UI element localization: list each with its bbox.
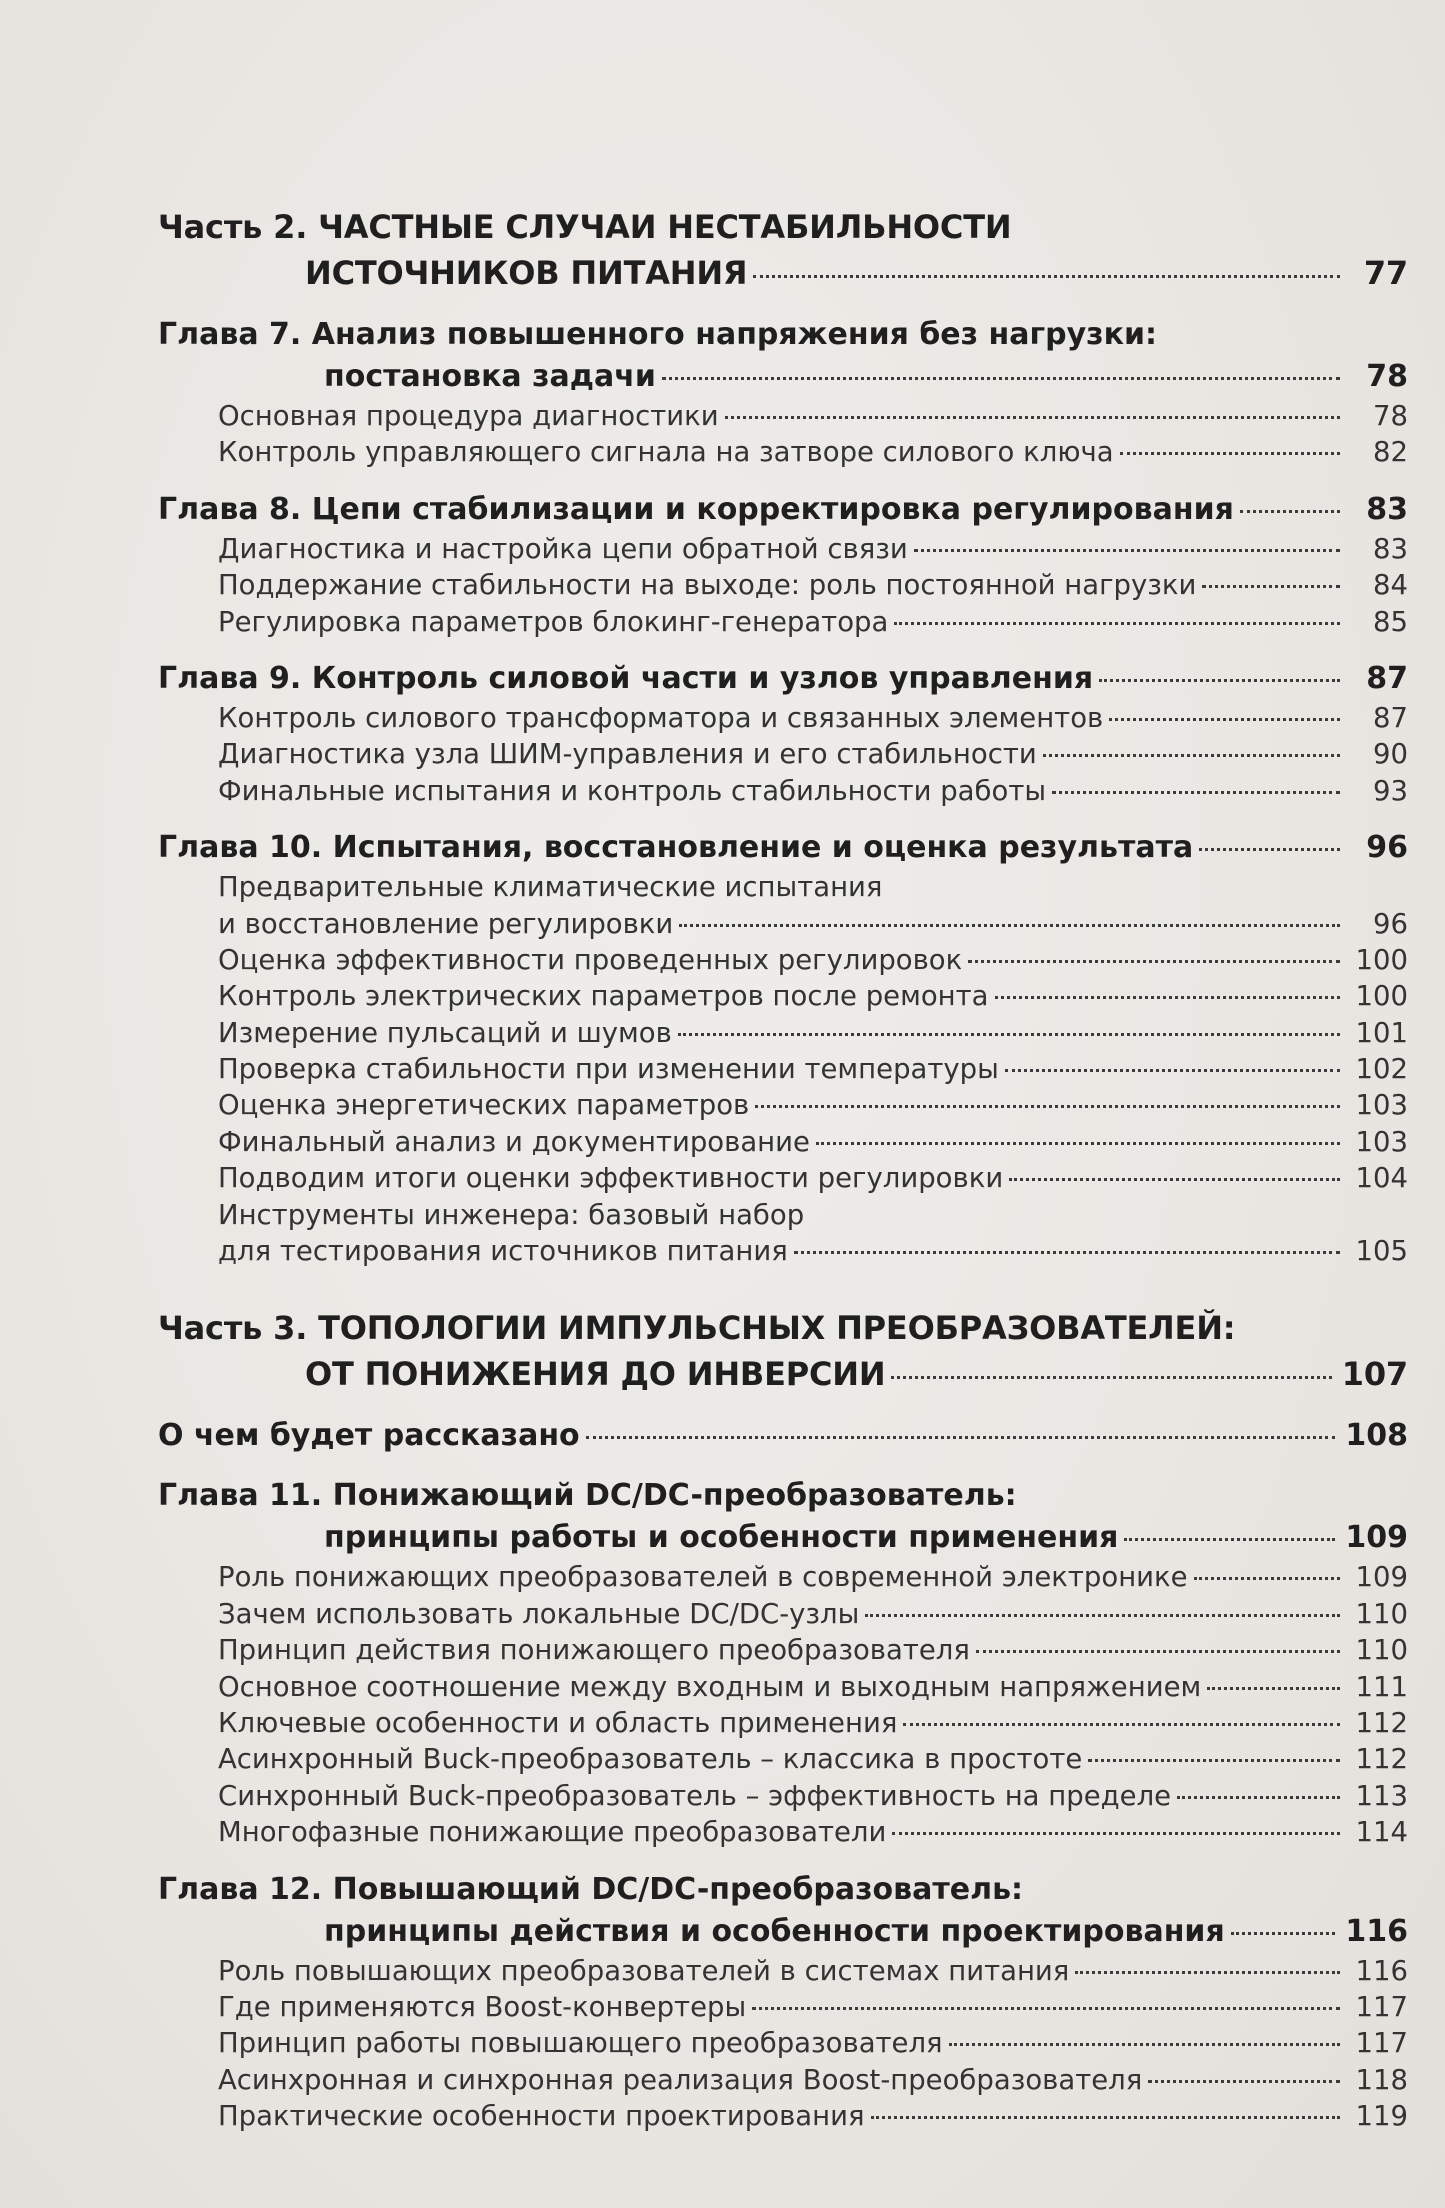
dot-leader	[949, 2043, 1340, 2046]
page-number: 100	[1355, 943, 1408, 976]
chapter-7-title-line2: постановка задачи	[324, 359, 656, 394]
page-number: 101	[1355, 1016, 1408, 1049]
page-number: 111	[1355, 1670, 1408, 1703]
entry-title: Оценка эффективности проведенных регулировок	[218, 943, 963, 976]
entry-title: Предварительные климатические испытания	[218, 871, 883, 904]
entry-title: Финальный анализ и документирование	[218, 1125, 810, 1158]
entry-title: Проверка стабильности при изменении температуры	[218, 1053, 999, 1086]
entry-title: Измерение пульсаций и шумов	[218, 1016, 672, 1049]
page-number: 77	[1363, 254, 1408, 292]
toc-entry	[218, 1051, 1408, 1087]
dot-leader	[995, 996, 1341, 999]
entry-title-line2: для тестирования источников питания	[218, 1235, 788, 1268]
chapter-9-title: Глава 9. Контроль силовой части и узлов управления	[158, 660, 1094, 696]
page-number: 107	[1341, 1355, 1408, 1394]
toc-entry	[218, 1741, 1408, 1777]
dot-leader	[1231, 1932, 1336, 1935]
entry-title: Асинхронный Buck-преобразователь – классика в простоте	[218, 1743, 1083, 1776]
entry-title: Основная процедура диагностики	[218, 400, 719, 432]
dot-leader	[1009, 1178, 1340, 1181]
part-2-title-line1: Часть 2. ЧАСТНЫЕ СЛУЧАИ НЕСТАБИЛЬНОСТИ	[158, 208, 1012, 246]
page-number: 78	[1373, 400, 1408, 432]
part-2-heading	[158, 204, 1408, 296]
chapter-10-heading	[158, 827, 1408, 869]
entry-title: Диагностика и настройка цепи обратной связи	[218, 532, 908, 565]
page-number: 84	[1373, 569, 1408, 602]
toc-entry	[218, 1160, 1408, 1196]
toc-entry	[218, 1015, 1408, 1051]
dot-leader	[1052, 791, 1340, 794]
page-number: 102	[1355, 1053, 1408, 1086]
dot-leader	[976, 1650, 1340, 1653]
dot-leader	[816, 1142, 1340, 1145]
page-number: 108	[1345, 1418, 1408, 1454]
toc-entry	[218, 1669, 1408, 1705]
entry-title: Инструменты инженера: базовый набор	[218, 1198, 805, 1231]
page-number: 110	[1355, 1634, 1408, 1667]
entry-title: Оценка энергетических параметров	[218, 1089, 750, 1122]
dot-leader	[1240, 510, 1340, 513]
page-number: 100	[1355, 980, 1408, 1013]
page-number: 109	[1355, 1561, 1408, 1594]
page-number: 109	[1345, 1520, 1408, 1556]
dot-leader	[1148, 2080, 1340, 2083]
entry-title: Финальные испытания и контроль стабильности работы	[218, 774, 1047, 807]
page-number: 93	[1373, 774, 1408, 807]
dot-leader	[752, 2007, 1340, 2010]
entry-title: Контроль силового трансформатора и связанных элементов	[218, 701, 1104, 734]
toc-entry	[218, 736, 1408, 772]
page-number: 103	[1355, 1089, 1408, 1122]
entry-title: Подводим итоги оценки эффективности регулировки	[218, 1162, 1004, 1195]
toc-entry-line1	[218, 869, 1408, 905]
page-number: 112	[1355, 1706, 1408, 1739]
dot-leader	[586, 1436, 1336, 1439]
page-number: 117	[1355, 1990, 1408, 2023]
chapter-10-title: Глава 10. Испытания, восстановление и оценка результата	[158, 830, 1194, 866]
entry-title: Диагностика узла ШИМ-управления и его стабильности	[218, 738, 1037, 771]
toc-entry	[218, 1814, 1408, 1850]
toc-entry	[218, 906, 1408, 942]
chapter-8-entries	[158, 531, 1408, 640]
entry-title: Основное соотношение между входным и выходным напряжением	[218, 1670, 1202, 1703]
part-3-title-line2: ОТ ПОНИЖЕНИЯ ДО ИНВЕРСИИ	[305, 1355, 886, 1394]
chapter-9-heading	[158, 658, 1408, 700]
toc-entry	[218, 2025, 1408, 2061]
toc-entry	[218, 700, 1408, 736]
chapter-12-title-line1: Глава 12. Повышающий DC/DC-преобразователь:	[158, 1871, 1024, 1907]
dot-leader	[1207, 1687, 1340, 1690]
entry-title: Ключевые особенности и область применения	[218, 1706, 898, 1739]
dot-leader	[662, 377, 1340, 380]
page-number: 112	[1355, 1743, 1408, 1776]
entry-title: Принцип работы повышающего преобразователя	[218, 2027, 943, 2060]
entry-title-line2: и восстановление регулировки	[218, 907, 674, 940]
dot-leader	[1075, 1971, 1340, 1974]
dot-leader	[914, 549, 1340, 552]
chapter-11-heading	[158, 1475, 1408, 1559]
toc-entry	[218, 1087, 1408, 1123]
chapter-12-heading	[158, 1869, 1408, 1953]
dot-leader	[871, 2116, 1340, 2119]
dot-leader	[753, 275, 1340, 278]
chapter-11-entries	[158, 1559, 1408, 1850]
toc-entry-line1	[218, 1197, 1408, 1233]
chapter-7-title-line1: Глава 7. Анализ повышенного напряжения без нагрузки:	[158, 317, 1157, 352]
dot-leader	[1202, 585, 1340, 588]
toc-entry	[218, 1233, 1408, 1269]
page-number: 96	[1366, 830, 1408, 866]
entry-title: Роль понижающих преобразователей в современной электронике	[218, 1561, 1188, 1594]
dot-leader	[903, 1723, 1340, 1726]
toc-entry	[218, 2098, 1408, 2134]
page-number: 82	[1373, 436, 1408, 469]
dot-leader	[1177, 1796, 1340, 1799]
page-number: 116	[1345, 1913, 1408, 1949]
page-number: 110	[1355, 1597, 1408, 1630]
dot-leader	[891, 1376, 1331, 1379]
dot-leader	[1043, 754, 1340, 757]
toc-entry	[218, 604, 1408, 640]
entry-title: Поддержание стабильности на выходе: роль постоянной нагрузки	[218, 569, 1197, 602]
page-number: 85	[1373, 605, 1408, 638]
page-number: 105	[1355, 1235, 1408, 1268]
part-3-heading	[158, 1305, 1408, 1397]
chapter-12-entries	[158, 1953, 1408, 2135]
part-2-title-line2: ИСТОЧНИКОВ ПИТАНИЯ	[305, 254, 748, 292]
dot-leader	[755, 1105, 1340, 1108]
entry-title: Асинхронная и синхронная реализация Boost-преобразователя	[218, 2063, 1143, 2096]
page-number: 103	[1355, 1125, 1408, 1158]
entry-title: Где применяются Boost-конвертеры	[218, 1990, 747, 2023]
entry-title: Практические особенности проектирования	[218, 2100, 865, 2133]
chapter-9-entries	[158, 700, 1408, 809]
entry-title: Контроль управляющего сигнала на затворе силового ключа	[218, 436, 1114, 469]
chapter-12-title-line2: принципы действия и особенности проектирования	[324, 1913, 1225, 1949]
entry-title: Зачем использовать локальные DC/DC-узлы	[218, 1597, 860, 1630]
dot-leader	[865, 1614, 1340, 1617]
toc-entry	[218, 1596, 1408, 1632]
page-number: 83	[1373, 532, 1408, 565]
toc-entry	[218, 531, 1408, 567]
dot-leader	[1120, 452, 1340, 455]
entry-title: Принцип действия понижающего преобразователя	[218, 1634, 970, 1667]
dot-leader	[894, 622, 1340, 625]
page-number: 116	[1355, 1954, 1408, 1987]
toc-entry	[218, 1124, 1408, 1160]
page-number: 78	[1366, 359, 1408, 394]
dot-leader	[1099, 679, 1340, 682]
dot-leader	[1088, 1759, 1340, 1762]
dot-leader	[892, 1832, 1340, 1835]
toc-entry	[218, 1559, 1408, 1595]
entry-title: Синхронный Buck-преобразователь – эффективность на пределе	[218, 1779, 1172, 1812]
dot-leader	[725, 416, 1340, 419]
toc-entry	[218, 1778, 1408, 1814]
toc-entry	[218, 1989, 1408, 2025]
page-number: 118	[1355, 2063, 1408, 2096]
intro-title: О чем будет рассказано	[158, 1418, 580, 1454]
dot-leader	[1199, 848, 1340, 851]
page-number: 113	[1355, 1779, 1408, 1812]
chapter-7-heading	[158, 314, 1408, 398]
chapter-11-title-line1: Глава 11. Понижающий DC/DC-преобразователь:	[158, 1478, 1017, 1514]
toc-entry	[218, 434, 1408, 470]
page-number: 87	[1366, 660, 1408, 696]
entry-title: Контроль электрических параметров после ремонта	[218, 980, 989, 1013]
page-number: 117	[1355, 2027, 1408, 2060]
toc-entry	[218, 978, 1408, 1014]
toc-entry	[218, 2062, 1408, 2098]
intro-heading	[158, 1415, 1408, 1457]
page-number: 119	[1355, 2100, 1408, 2133]
chapter-10-entries	[158, 869, 1408, 1269]
chapter-8-heading	[158, 489, 1408, 531]
chapter-7-entries	[158, 398, 1408, 471]
part-3-title-line1: Часть 3. ТОПОЛОГИИ ИМПУЛЬСНЫХ ПРЕОБРАЗОВАТЕЛЕЙ:	[158, 1309, 1236, 1348]
entry-title: Многофазные понижающие преобразователи	[218, 1816, 887, 1849]
dot-leader	[1124, 1538, 1335, 1541]
toc-entry	[218, 1632, 1408, 1668]
dot-leader	[1109, 718, 1340, 721]
chapter-11-title-line2: принципы работы и особенности применения	[324, 1520, 1119, 1556]
dot-leader	[679, 924, 1340, 927]
page-number: 83	[1366, 491, 1408, 527]
toc-entry	[218, 398, 1408, 434]
page-number: 114	[1355, 1816, 1408, 1849]
entry-title: Роль повышающих преобразователей в системах питания	[218, 1954, 1070, 1987]
toc-entry	[218, 942, 1408, 978]
toc-entry	[218, 773, 1408, 809]
dot-leader	[678, 1033, 1340, 1036]
chapter-8-title: Глава 8. Цепи стабилизации и корректировка регулирования	[158, 491, 1234, 527]
page-number: 104	[1355, 1162, 1408, 1195]
page-number: 87	[1373, 701, 1408, 734]
page-number: 96	[1373, 907, 1408, 940]
page-number: 90	[1373, 738, 1408, 771]
toc-entry	[218, 1705, 1408, 1741]
dot-leader	[794, 1251, 1340, 1254]
table-of-contents	[158, 204, 1408, 2135]
toc-entry	[218, 1953, 1408, 1989]
toc-entry	[218, 567, 1408, 603]
entry-title: Регулировка параметров блокинг-генератора	[218, 605, 889, 638]
dot-leader	[968, 960, 1340, 963]
dot-leader	[1005, 1069, 1340, 1072]
dot-leader	[1194, 1577, 1340, 1580]
